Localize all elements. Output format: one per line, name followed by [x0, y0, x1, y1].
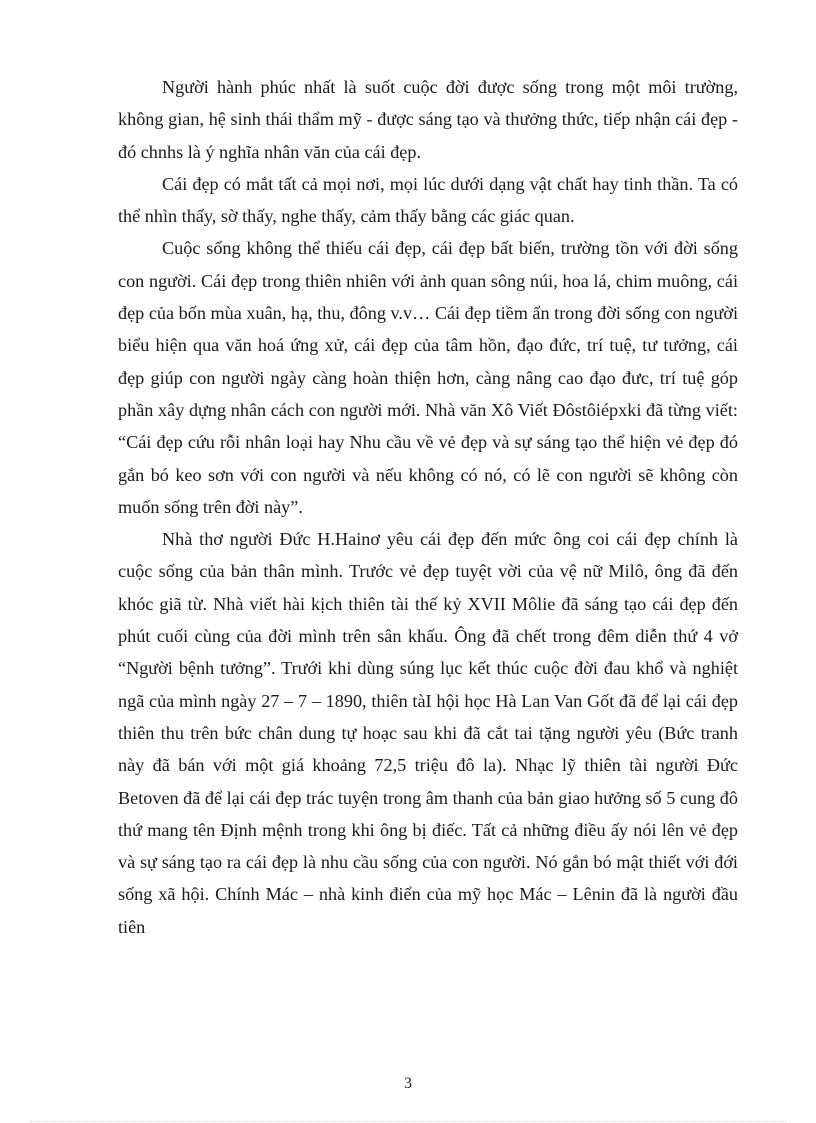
paragraph-2: Cái đẹp có mắt tất cả mọi nơi, mọi lúc dưới dạng vật chất hay tinh thần. Ta có thể nhìn thấy, sờ thấy, nghe thấy, cảm thấy bằng các giác quan.: [118, 173, 738, 227]
body-text: [118, 71, 738, 943]
page-number: 3: [404, 1075, 412, 1092]
page-bottom-divider: [30, 1121, 786, 1122]
paragraph-1: Người hành phúc nhất là suốt cuộc đời được sống trong một môi trường, không gian, hệ sinh thái thẩm mỹ - được sáng tạo và thưởng thức, tiếp nhận cái đẹp - đó chnhs là ý nghĩa nhân văn của cái đẹp.: [118, 77, 738, 162]
paragraph-4: Nhà thơ người Đức H.Hainơ yêu cái đẹp đến mức ông coi cái đẹp chính là cuộc sống của bản thân mình. Trước vẻ đẹp tuyệt vời của vệ nữ Milô, ông đã đến khóc giã từ. Nhà viết hài kịch thiên tài thế kỷ XVII Môlie đã sáng tạo cái đẹp đến phút cuối cùng của đời mình trên sân khấu. Ông đã chết trong đêm diễn thứ 4 vở “Người bệnh tưởng”. Trưới khi dùng súng lục kết thúc cuộc đời đau khổ và nghiệt ngã của mình ngày 27 – 7 – 1890, thiên tàI hội học Hà Lan Van Gốt đã để lại cái đẹp thiên thu trên bức chân dung tự hoạc sau khi đã cắt tai tặng người yêu (Bức tranh này đã bán với một giá khoảng 72,5 triệu đô la). Nhạc lỹ thiên tài người Đức Betoven đã để lại cái đẹp trác tuyện trong âm thanh của bản giao hưởng số 5 cung đô thứ mang tên Định mệnh trong khi ông bị điếc. Tất cả những điều ấy nói lên vẻ đẹp và sự sáng tạo ra cái đẹp là nhu cầu sống của con người. Nó gắn bó mật thiết với đới sống xã hội. Chính Mác – nhà kinh điển của mỹ học Mác – Lênin đã là người đầu tiên: [118, 529, 738, 937]
paragraph-3: Cuộc sống không thể thiếu cái đẹp, cái đẹp bất biến, trường tồn với đời sống con người. Cái đẹp trong thiên nhiên với ảnh quan sông núi, hoa lá, chim muông, cái đẹp của bốn mùa xuân, hạ, thu, đông v.v… Cái đẹp tiềm ẩn trong đời sống con người biểu hiện qua văn hoá ứng xử, cái đẹp của tâm hồn, đạo đức, trí tuệ, tư tưởng, cái đẹp giúp con người ngày càng hoàn thiện hơn, càng nâng cao đạo đưc, trí tuệ góp phần xây dựng nhân cách con người mới. Nhà văn Xô Viết Đôstôiépxki đã từng viết: “Cái đẹp cứu rỗi nhân loại hay Nhu cầu về vẻ đẹp và sự sáng tạo thể hiện vẻ đẹp đó gắn bó keo sơn với con người và nếu không có nó, có lẽ con người sẽ không còn muốn sống trên đời này”.: [118, 238, 738, 517]
